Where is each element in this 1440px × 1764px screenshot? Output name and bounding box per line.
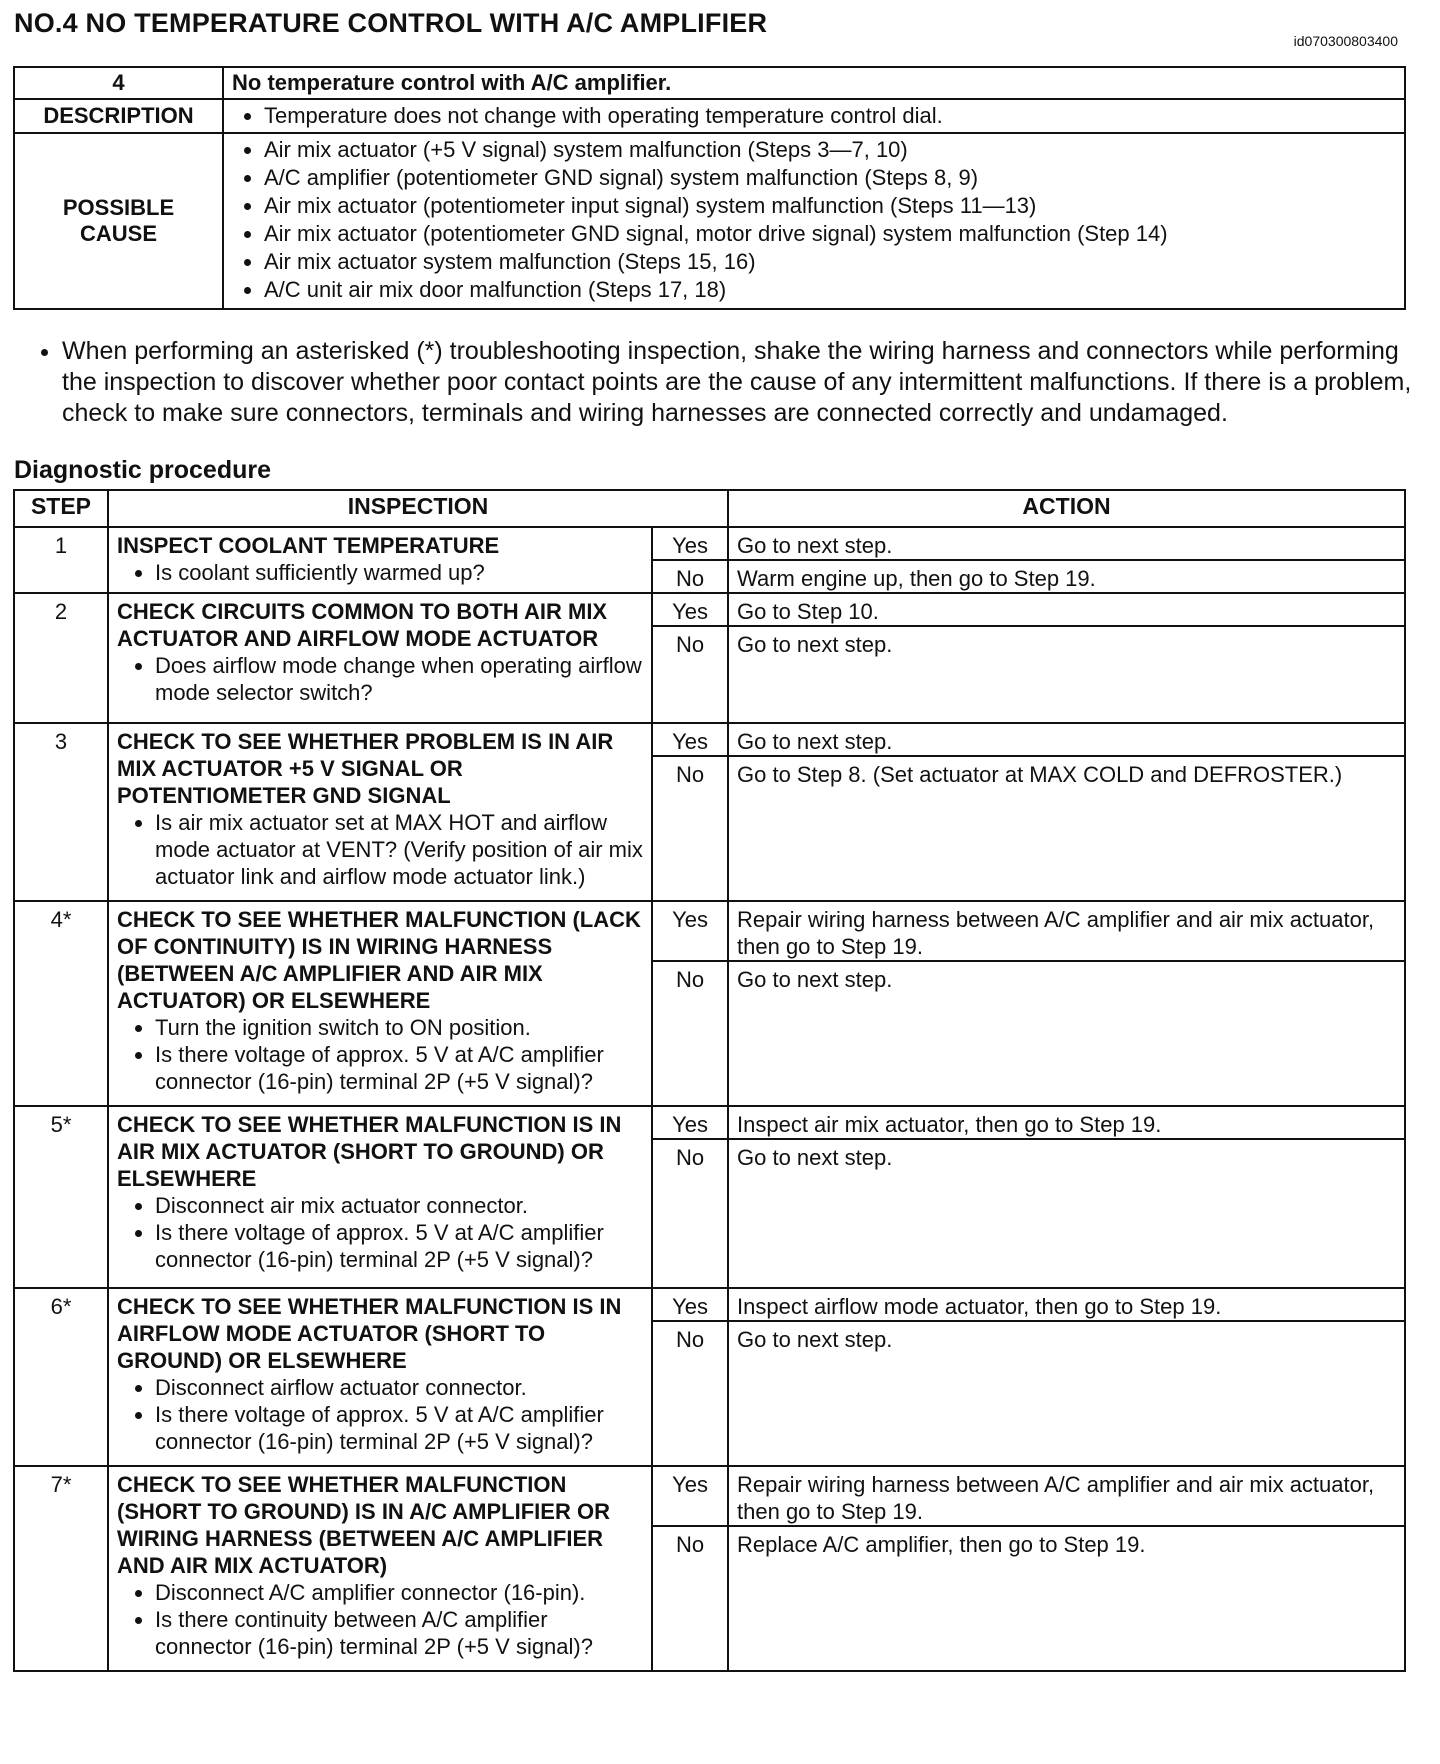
step-inspection-title: CHECK TO SEE WHETHER MALFUNCTION (SHORT TO GROUND) IS IN A/C AMPLIFIER OR WIRING HARNESS (BETWEEN A/C AMPLIFIER AND AIR MIX ACTUATOR)	[117, 1472, 610, 1578]
step-inspection	[108, 1466, 652, 1671]
yes-label: Yes	[652, 1106, 728, 1139]
step-inspection-bullet: • Is there continuity between A/C amplifier connector (16-pin) terminal 2P (+5 V signal)?	[155, 1606, 645, 1660]
yes-label: Yes	[652, 1288, 728, 1321]
step-inspection-bullet: • Is there voltage of approx. 5 V at A/C amplifier connector (16-pin) terminal 2P (+5 V signal)?	[155, 1219, 645, 1273]
step-inspection-bullets	[117, 559, 645, 586]
inspection-note-text: • When performing an asterisked (*) troubleshooting inspection, shake the wiring harness and connectors while performing the inspection to discover whether poor contact points are the cause of any intermittent malfunctions. If there is a problem, check to make sure connectors, terminals and wiring harnesses are connected correctly and undamaged.	[62, 336, 1432, 429]
section-title: Diagnostic procedure	[14, 456, 271, 484]
step-inspection	[108, 527, 652, 593]
inspection-note	[34, 336, 1432, 429]
step-inspection-title: CHECK TO SEE WHETHER MALFUNCTION IS IN AIRFLOW MODE ACTUATOR (SHORT TO GROUND) OR ELSEWHERE	[117, 1294, 622, 1373]
step-row	[14, 527, 1405, 560]
possible-cause-cell	[223, 133, 1405, 309]
step-column-header: STEP	[14, 490, 108, 527]
step-inspection-title: CHECK TO SEE WHETHER MALFUNCTION IS IN AIR MIX ACTUATOR (SHORT TO GROUND) OR ELSEWHERE	[117, 1112, 622, 1191]
step-inspection-bullet: • Disconnect airflow actuator connector.	[155, 1374, 645, 1401]
possible-cause-item: • Air mix actuator (+5 V signal) system malfunction (Steps 3—7, 10)	[264, 136, 1396, 164]
possible-cause-label	[14, 133, 223, 309]
possible-cause-item: • Air mix actuator (potentiometer input signal) system malfunction (Steps 11—13)	[264, 192, 1396, 220]
step-inspection-bullets	[117, 1014, 645, 1095]
yes-action: Inspect air mix actuator, then go to Step 19.	[728, 1106, 1405, 1139]
no-action: Warm engine up, then go to Step 19.	[728, 560, 1405, 593]
step-inspection-title: CHECK TO SEE WHETHER PROBLEM IS IN AIR MIX ACTUATOR +5 V SIGNAL OR POTENTIOMETER GND SIGNAL	[117, 729, 614, 808]
yes-action: Go to Step 10.	[728, 593, 1405, 626]
yes-label: Yes	[652, 901, 728, 961]
step-number: 5*	[14, 1106, 108, 1288]
step-inspection-bullets	[117, 652, 645, 706]
step-number: 2	[14, 593, 108, 723]
no-label: No	[652, 961, 728, 1106]
yes-action: Go to next step.	[728, 723, 1405, 756]
step-inspection-bullet: • Is there voltage of approx. 5 V at A/C amplifier connector (16-pin) terminal 2P (+5 V signal)?	[155, 1041, 645, 1095]
possible-cause-label-line-2: CAUSE	[79, 221, 157, 246]
step-inspection	[108, 1288, 652, 1466]
no-label: No	[652, 626, 728, 723]
step-inspection-bullets	[117, 809, 645, 890]
yes-label: Yes	[652, 527, 728, 560]
possible-cause-list	[232, 136, 1396, 304]
step-inspection-bullet: • Is there voltage of approx. 5 V at A/C amplifier connector (16-pin) terminal 2P (+5 V signal)?	[155, 1401, 645, 1455]
possible-cause-item: • A/C amplifier (potentiometer GND signal) system malfunction (Steps 8, 9)	[264, 164, 1396, 192]
symptom-heading: No temperature control with A/C amplifier.	[223, 67, 1405, 99]
action-column-header: ACTION	[728, 490, 1405, 527]
document-id: id070300803400	[1293, 33, 1398, 49]
yes-action: Repair wiring harness between A/C amplifier and air mix actuator, then go to Step 19.	[728, 901, 1405, 961]
yes-action: Inspect airflow mode actuator, then go to Step 19.	[728, 1288, 1405, 1321]
no-label: No	[652, 756, 728, 901]
step-row	[14, 1288, 1405, 1321]
step-number: 4*	[14, 901, 108, 1106]
step-row	[14, 723, 1405, 756]
step-inspection-title: CHECK CIRCUITS COMMON TO BOTH AIR MIX ACTUATOR AND AIRFLOW MODE ACTUATOR	[117, 599, 608, 651]
diagnostic-procedure-table	[13, 489, 1406, 1672]
no-label: No	[652, 1321, 728, 1466]
step-inspection-bullet: • Is air mix actuator set at MAX HOT and airflow mode actuator at VENT? (Verify position of air mix actuator link and airflow mode actuator link.)	[155, 809, 645, 890]
step-row	[14, 593, 1405, 626]
no-label: No	[652, 1139, 728, 1288]
yes-action: Repair wiring harness between A/C amplifier and air mix actuator, then go to Step 19.	[728, 1466, 1405, 1526]
no-label: No	[652, 560, 728, 593]
diagnostic-steps	[14, 527, 1405, 1671]
possible-cause-item: • A/C unit air mix door malfunction (Steps 17, 18)	[264, 276, 1396, 304]
step-inspection-bullet: • Is coolant sufficiently warmed up?	[155, 559, 645, 586]
step-row	[14, 901, 1405, 961]
no-action: Go to next step.	[728, 626, 1405, 723]
page-title: NO.4 NO TEMPERATURE CONTROL WITH A/C AMPLIFIER	[14, 8, 768, 38]
description-item: • Temperature does not change with operating temperature control dial.	[264, 102, 1396, 130]
no-action: Replace A/C amplifier, then go to Step 19.	[728, 1526, 1405, 1671]
step-inspection-bullet: • Disconnect A/C amplifier connector (16-pin).	[155, 1579, 645, 1606]
step-inspection-bullet: • Does airflow mode change when operating airflow mode selector switch?	[155, 652, 645, 706]
yes-label: Yes	[652, 593, 728, 626]
possible-cause-item: • Air mix actuator system malfunction (Steps 15, 16)	[264, 248, 1396, 276]
step-inspection-bullets	[117, 1192, 645, 1273]
yes-label: Yes	[652, 1466, 728, 1526]
step-number: 3	[14, 723, 108, 901]
step-inspection-title: INSPECT COOLANT TEMPERATURE	[117, 533, 500, 558]
step-row	[14, 1106, 1405, 1139]
description-cell	[223, 99, 1405, 133]
no-action: Go to next step.	[728, 1321, 1405, 1466]
description-label: DESCRIPTION	[14, 99, 223, 133]
step-inspection-title: CHECK TO SEE WHETHER MALFUNCTION (LACK OF CONTINUITY) IS IN WIRING HARNESS (BETWEEN A/C AMPLIFIER AND AIR MIX ACTUATOR) OR ELSEWHERE	[117, 907, 641, 1013]
yes-label: Yes	[652, 723, 728, 756]
step-inspection	[108, 901, 652, 1106]
step-number: 1	[14, 527, 108, 593]
step-number: 6*	[14, 1288, 108, 1466]
no-action: Go to Step 8. (Set actuator at MAX COLD and DEFROSTER.)	[728, 756, 1405, 901]
no-action: Go to next step.	[728, 961, 1405, 1106]
no-label: No	[652, 1526, 728, 1671]
step-inspection	[108, 593, 652, 723]
step-number: 7*	[14, 1466, 108, 1671]
step-row	[14, 1466, 1405, 1526]
inspection-column-header: INSPECTION	[108, 490, 728, 527]
step-inspection-bullet: • Turn the ignition switch to ON position.	[155, 1014, 645, 1041]
no-action: Go to next step.	[728, 1139, 1405, 1288]
yes-action: Go to next step.	[728, 527, 1405, 560]
step-inspection-bullet: • Disconnect air mix actuator connector.	[155, 1192, 645, 1219]
step-inspection-bullets	[117, 1579, 645, 1660]
possible-cause-item: • Air mix actuator (potentiometer GND signal, motor drive signal) system malfunction (Step 14)	[264, 220, 1396, 248]
step-inspection-bullets	[117, 1374, 645, 1455]
symptom-summary-table	[13, 66, 1406, 310]
step-inspection	[108, 1106, 652, 1288]
step-inspection	[108, 723, 652, 901]
possible-cause-label-line-1: POSSIBLE	[62, 195, 175, 220]
symptom-number: 4	[14, 67, 223, 99]
description-list	[232, 102, 1396, 130]
